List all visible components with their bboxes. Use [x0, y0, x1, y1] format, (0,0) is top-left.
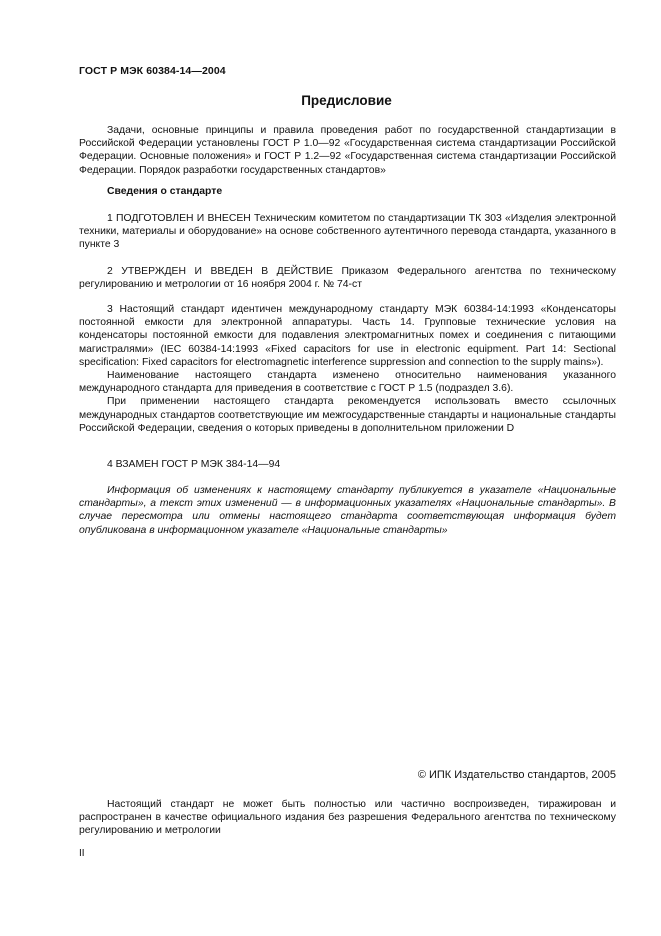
changes-info: Информация об изменениях к настоящему стандарту публикуется в указателе «Национальные стандарты», а текст этих изменений — в информационных указателях «Национальные стандарты». В случае пересмотра или отмены настоящего стандарта соответствующая информация будет опубликована в информационном указателе «Национальные стандарты»: [79, 485, 616, 536]
copyright: © ИПК Издательство стандартов, 2005: [417, 769, 616, 781]
changes-info-section: [79, 484, 616, 537]
item-4: 4 ВЗАМЕН ГОСТ Р МЭК 384-14—94: [107, 459, 281, 470]
item-4-section: [79, 458, 616, 471]
page-title: Предисловие: [301, 93, 392, 108]
intro-paragraph: Задачи, основные принципы и правила проведения работ по государственной стандартизации в Российской Федерации установлены ГОСТ Р 1.0—92 «Государственная система стандартизации Российской Федерации. Основные положения» и ГОСТ Р 1.2—92 «Государственная система стандартизации Российской Федерации. Порядок разработки государственных стандартов»: [79, 125, 616, 176]
item-1: 1 ПОДГОТОВЛЕН И ВНЕСЕН Техническим комитетом по стандартизации ТК 303 «Изделия электронной техники, материалы и оборудование» на основе собственного аутентичного перевода стандарта, указанного в пункте 3: [79, 213, 616, 251]
footnote: Настоящий стандарт не может быть полностью или частично воспроизведен, тиражирован и распространен в качестве официального издания без разрешения Федерального агентства по техническому регулированию и метрологии: [79, 799, 616, 837]
item-3-note-2: При применении настоящего стандарта рекомендуется использовать вместо ссылочных международных стандартов соответствующие им межгосударственные стандарты и национальные стандарты Российской Федерации, сведения о которых приведены в дополнительном приложении D: [79, 396, 616, 434]
item-3-note-1: Наименование настоящего стандарта изменено относительно наименования указанного международного стандарта для приведения в соответствие с ГОСТ Р 1.5 (подраздел 3.6).: [79, 370, 616, 395]
intro-section: [79, 124, 616, 177]
item-1-section: [79, 212, 616, 252]
item-2-section: [79, 265, 616, 291]
item-2: 2 УТВЕРЖДЕН И ВВЕДЕН В ДЕЙСТВИЕ Приказом Федерального агентства по техническому регулированию и метрологии от 16 ноября 2004 г. № 74-ст: [79, 266, 616, 291]
page-number: II: [79, 848, 85, 859]
item-3-section: [79, 303, 616, 435]
info-heading: Сведения о стандарте: [107, 186, 223, 197]
info-heading-section: [79, 185, 616, 198]
document-header: ГОСТ Р МЭК 60384-14—2004: [79, 65, 226, 77]
item-3: 3 Настоящий стандарт идентичен международному стандарту МЭК 60384-14:1993 «Конденсаторы постоянной емкости для электронной аппаратуры. Часть 14. Групповые технические условия на конденсаторы постоянной емкости для подавления электромагнитных помех и соединения с питающими магистралями» (IEC 60384-14:1993 «Fixed capacitors for use in electronic equipment. Part 14: Sectional specification: Fixed capacitors for electromagnetic interference suppression and connection to the supply mains»).: [79, 304, 616, 368]
footnote-section: [79, 798, 616, 838]
